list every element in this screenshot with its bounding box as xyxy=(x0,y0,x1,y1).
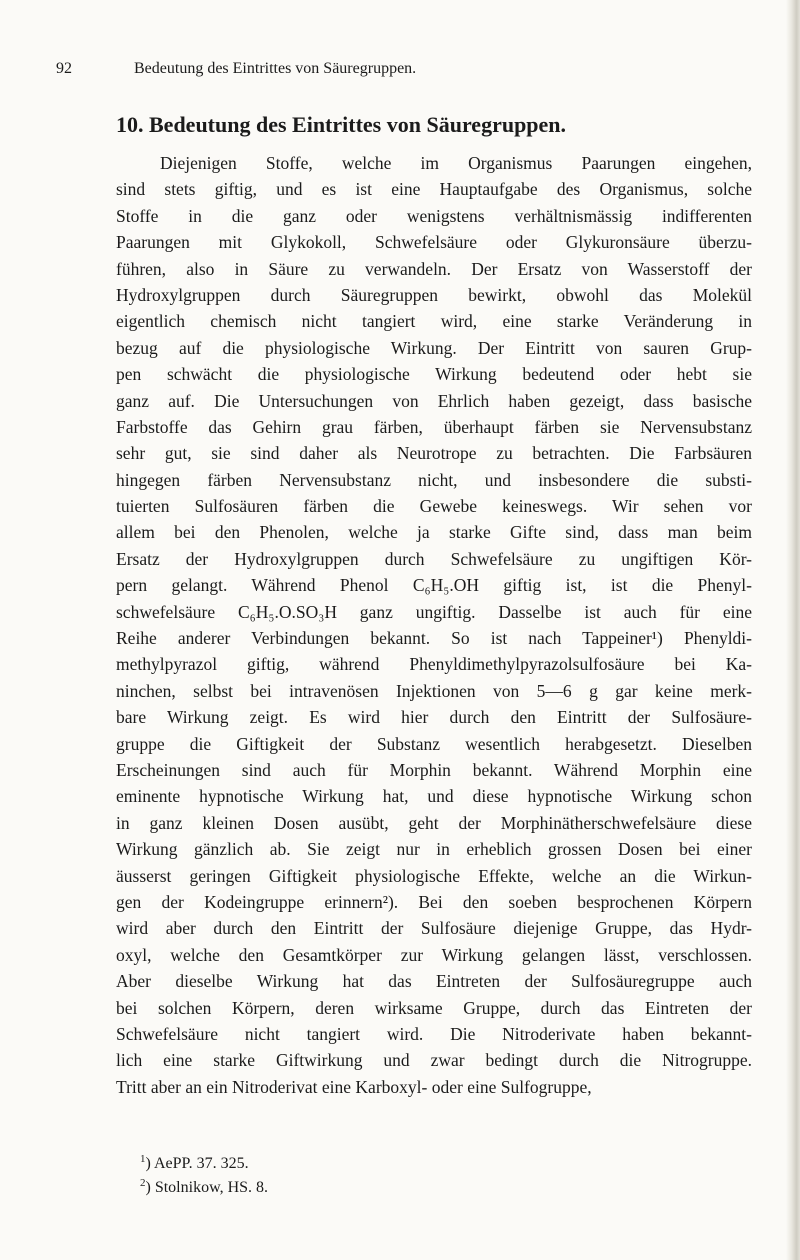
text-line: bare Wirkung zeigt. Es wird hier durch den Eintritt der Sulfosäure- xyxy=(116,707,752,728)
running-head xyxy=(56,60,774,84)
text-line: wird aber durch den Eintritt der Sulfosäure diejenige Gruppe, das Hydr- xyxy=(116,918,752,939)
text-line: Wirkung gänzlich ab. Sie zeigt nur in erheblich grossen Dosen bei einer xyxy=(116,839,752,860)
footnote-mark: 2 xyxy=(140,1177,146,1189)
text-line: bezug auf die physiologische Wirkung. Der Eintritt von sauren Grup- xyxy=(116,337,752,358)
section-heading: 10. Bedeutung des Eintrittes von Säuregruppen. xyxy=(116,112,567,137)
text-line: Hydroxylgruppen durch Säuregruppen bewirkt, obwohl das Molekül xyxy=(116,284,752,305)
text-line: Paarungen mit Glykokoll, Schwefelsäure oder Glykuronsäure überzu- xyxy=(116,232,752,253)
text-line: pen schwächt die physiologische Wirkung bedeutend oder hebt sie xyxy=(116,364,752,385)
text-line: bei solchen Körpern, deren wirksame Gruppe, durch das Eintreten der xyxy=(116,997,752,1018)
text-line: allem bei den Phenolen, welche ja starke Gifte sind, dass man beim xyxy=(116,522,752,543)
text-line: Schwefelsäure nicht tangiert wird. Die Nitroderivate haben bekannt- xyxy=(116,1023,752,1044)
text-line: Erscheinungen sind auch für Morphin bekannt. Während Morphin eine xyxy=(116,759,752,780)
footnote-mark: 1 xyxy=(140,1153,146,1165)
page-number: 92 xyxy=(56,60,72,77)
text-line: tuierten Sulfosäuren färben die Gewebe keineswegs. Wir sehen vor xyxy=(116,496,752,517)
footnotes xyxy=(140,1152,268,1200)
text-line: äusserst geringen Giftigkeit physiologische Effekte, welche an die Wirkun- xyxy=(116,865,752,886)
text-line: sind stets giftig, und es ist eine Hauptaufgabe des Organismus, solche xyxy=(116,179,752,200)
text-line: methylpyrazol giftig, während Phenyldimethylpyrazolsulfosäure bei Ka- xyxy=(116,654,752,675)
text-line: führen, also in Säure zu verwandeln. Der Ersatz von Wasserstoff der xyxy=(116,258,752,279)
text-line: gen der Kodeingruppe erinnern²). Bei den soeben besprochenen Körpern xyxy=(116,891,752,912)
text-line: Reihe anderer Verbindungen bekannt. So ist nach Tappeiner¹) Phenyldi- xyxy=(116,628,752,649)
text-line: Diejenigen Stoffe, welche im Organismus Paarungen eingehen, xyxy=(160,153,752,173)
page-edge xyxy=(786,0,800,1260)
text-line: sehr gut, sie sind daher als Neurotrope zu betrachten. Die Farbsäuren xyxy=(116,443,752,464)
text-line: Tritt aber an ein Nitroderivat eine Karboxyl- oder eine Sulfogruppe, xyxy=(116,1076,592,1097)
text-line: lich eine starke Giftwirkung und zwar bedingt durch die Nitrogruppe. xyxy=(116,1050,752,1071)
text-line: Farbstoffe das Gehirn grau färben, überhaupt färben sie Nervensubstanz xyxy=(116,416,752,437)
text-line: in ganz kleinen Dosen ausübt, geht der Morphinätherschwefelsäure diese xyxy=(116,812,752,833)
text-line: schwefelsäure C₆H₅.O.SO₃H ganz ungiftig. Dasselbe ist auch für eine xyxy=(116,601,752,622)
text-line: ganz auf. Die Untersuchungen von Ehrlich haben gezeigt, dass basische xyxy=(116,390,752,411)
text-line: eminente hypnotische Wirkung hat, und diese hypnotische Wirkung schon xyxy=(116,786,752,807)
text-line: gruppe die Giftigkeit der Substanz wesentlich herabgesetzt. Dieselben xyxy=(116,733,752,754)
footnote xyxy=(140,1176,268,1200)
text-line: Stoffe in die ganz oder wenigstens verhältnismässig indifferenten xyxy=(116,205,752,226)
text-line: ninchen, selbst bei intravenösen Injektionen von 5—6 g gar keine merk- xyxy=(116,680,752,701)
text-line: eigentlich chemisch nicht tangiert wird, eine starke Veränderung in xyxy=(116,311,752,332)
text-line: oxyl, welche den Gesamtkörper zur Wirkung gelangen lässt, verschlossen. xyxy=(116,944,752,965)
body-paragraph xyxy=(116,150,752,1100)
text-line: Ersatz der Hydroxylgruppen durch Schwefelsäure zu ungiftigen Kör- xyxy=(116,548,752,569)
text-line: Aber dieselbe Wirkung hat das Eintreten der Sulfosäuregruppe auch xyxy=(116,971,752,992)
footnote-text: ) AePP. 37. 325. xyxy=(145,1155,249,1172)
text-line: hingegen färben Nervensubstanz nicht, und insbesondere die substi- xyxy=(116,469,752,490)
running-title: Bedeutung des Eintrittes von Säuregruppen. xyxy=(134,60,417,77)
text-line: pern gelangt. Während Phenol C₆H₅.OH giftig ist, ist die Phenyl- xyxy=(116,575,752,596)
footnote-text: ) Stolnikow, HS. 8. xyxy=(145,1179,269,1196)
footnote xyxy=(140,1152,268,1176)
